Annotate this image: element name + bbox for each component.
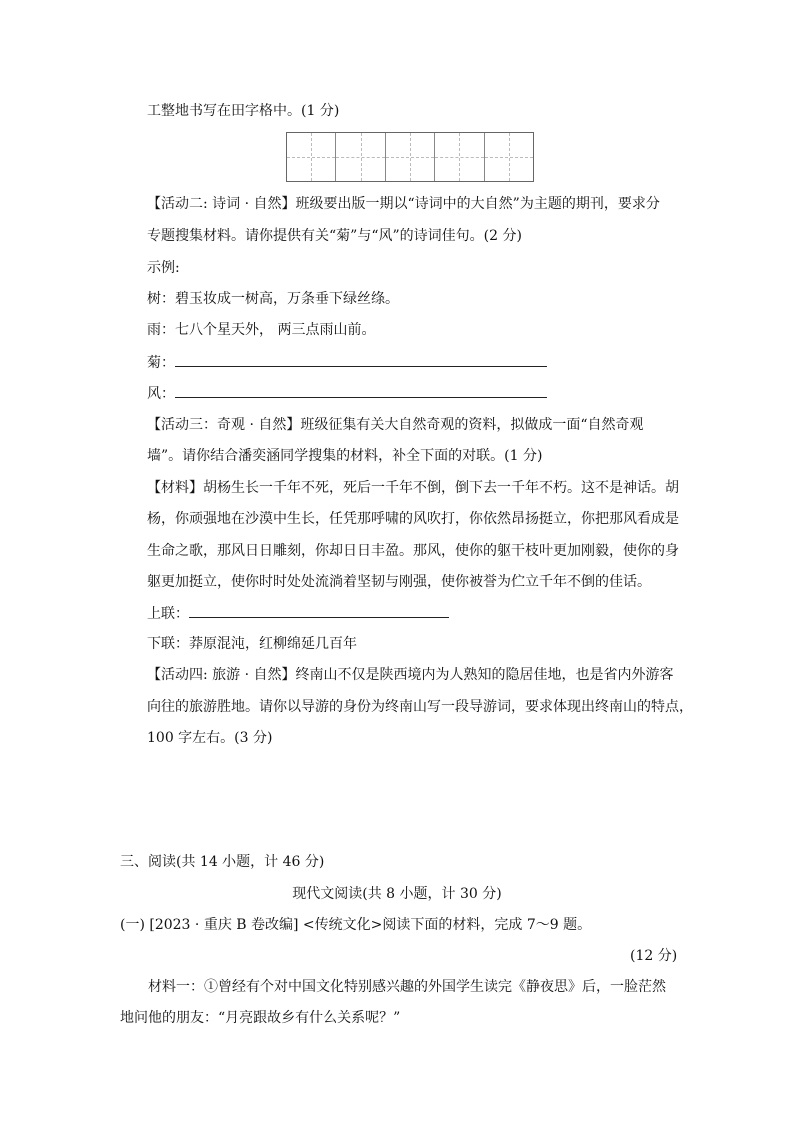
reading-material1-line1: 材料一：①曾经有个对中国文化特别感兴趣的外国学生读完《静夜思》后，一脸茫然 <box>148 979 666 995</box>
activity3-line2: 墙”。请你结合潘奕涵同学搜集的材料，补全下面的对联。(1 分) <box>147 448 543 464</box>
feng-answer-row <box>147 383 547 404</box>
grid-cell[interactable] <box>287 133 336 181</box>
activity4-line3: 100 字左右。(3 分) <box>147 730 273 746</box>
example-rain: 雨：七八个星天外， 两三点雨山前。 <box>147 322 376 338</box>
ju-answer-row <box>147 352 547 373</box>
ju-label: 菊： <box>147 355 175 371</box>
grid-cell[interactable] <box>485 133 533 181</box>
upper-couplet-row <box>147 603 449 624</box>
example-tree: 树：碧玉妆成一树高，万条垂下绿丝绦。 <box>147 291 399 307</box>
feng-label: 风： <box>147 386 175 402</box>
grid-instruction: 工整地书写在田字格中。(1 分) <box>147 103 340 119</box>
ju-answer-blank[interactable] <box>175 352 547 367</box>
part1-points: (12 分) <box>630 948 678 964</box>
lower-couplet: 下联：莽原混沌，红柳绵延几百年 <box>147 636 357 652</box>
section3-heading: 三、阅读(共 14 小题，计 46 分) <box>120 854 325 870</box>
reading-material1-line2: 地问他的朋友：“月亮跟故乡有什么关系呢？” <box>120 1010 401 1026</box>
activity4-line2: 向往的旅游胜地。请你以导游的身份为终南山写一段导游词，要求体现出终南山的特点， <box>147 699 693 715</box>
material-line2: 杨，你顽强地在沙漠中生长，任凭那呼啸的风吹打，你依然昂扬挺立，你把那风看成是 <box>147 511 679 527</box>
material-line3: 生命之歌，那风日日雕刻，你却日日丰盈。那风，使你的躯干枝叶更加刚毅，使你的身 <box>147 543 679 559</box>
part1-intro: (一) [2023 · 重庆 B 卷改编] <传统文化>阅读下面的材料，完成 7～9 题。 <box>120 917 592 933</box>
material-line1: 【材料】胡杨生长一千年不死，死后一千年不倒，倒下去一千年不朽。这不是神话。胡 <box>147 480 679 496</box>
upper-couplet-blank[interactable] <box>189 603 449 618</box>
feng-answer-blank[interactable] <box>175 383 547 398</box>
activity3-line1: 【活动三：奇观 · 自然】班级征集有关大自然奇观的资料，拟做成一面“自然奇观 <box>147 417 644 433</box>
section3-subheading: 现代文阅读(共 8 小题，计 30 分) <box>292 886 502 902</box>
tianzige-grid[interactable] <box>286 132 534 182</box>
example-label: 示例: <box>147 260 180 276</box>
activity2-line2: 专题搜集材料。请你提供有关“菊”与“风”的诗词佳句。(2 分) <box>147 228 522 244</box>
grid-cell[interactable] <box>336 133 385 181</box>
grid-cell[interactable] <box>435 133 484 181</box>
activity4-line1: 【活动四: 旅游 · 自然】终南山不仅是陕西境内为人熟知的隐居佳地，也是省内外游客 <box>147 667 674 683</box>
grid-cell[interactable] <box>386 133 435 181</box>
upper-couplet-label: 上联： <box>147 606 189 622</box>
activity2-line1: 【活动二: 诗词 · 自然】班级要出版一期以“诗词中的大自然”为主题的期刊，要求分 <box>147 196 660 212</box>
material-line4: 躯更加挺立，使你时时处处流淌着坚韧与刚强，使你被誉为伫立千年不倒的佳话。 <box>147 574 651 590</box>
